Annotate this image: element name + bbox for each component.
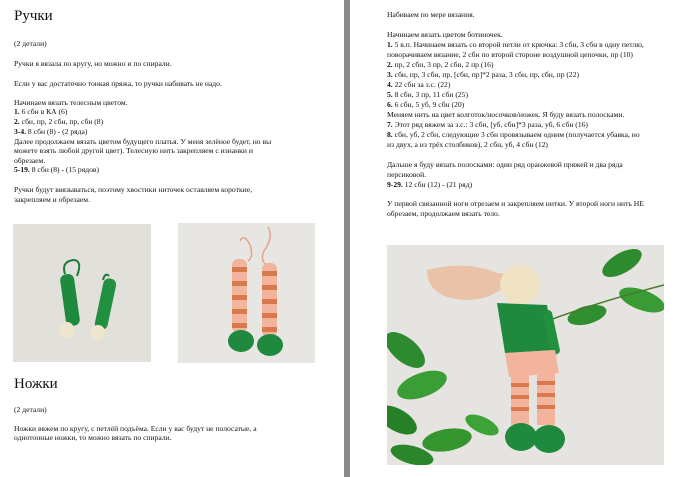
legs-heading: Ножки xyxy=(14,376,58,392)
end-note-line-2: обрезаем, продолжаем вязать тело. xyxy=(387,209,500,218)
end-note-line-1: У первой связанной ноги отрезаем и закрепляем нитки. У второй ноги нить НЕ xyxy=(387,199,644,208)
stripes-note-line-1: Дальше я буду вязать полосками: один ряд оранжевой пряжей и два ряда xyxy=(387,160,623,169)
right-page xyxy=(350,0,700,477)
arms-cont-line-2: можете взять любой другой цвет). Телесную нить закрепляем с изнанки и xyxy=(14,146,253,155)
arms-cont-line-1: Далее продолжаем вязать цветом будущего платья. У меня зелёное будет, но вы xyxy=(14,137,272,146)
boots-row-3: 3. сбн, пр, 3 сбн, пр, [сбн, пр]*2 раза, 3 сбн, пр, сбн, пр (22) xyxy=(387,70,580,79)
arms-note-line-2: закрепляем и обрезаем. xyxy=(14,195,90,204)
legs-parts: (2 детали) xyxy=(14,405,47,414)
left-page xyxy=(0,0,344,477)
arms-row-last: 5-19. 8 сбн (8) - (15 рядов) xyxy=(14,165,99,174)
boots-row-7: 7. Этот ряд вяжем за з.с.: 3 сбн, [уб, сбн]*3 раза, уб, 6 сбн (16) xyxy=(387,120,588,129)
arms-row-1: 1. 6 сбн в КА (6) xyxy=(14,107,68,116)
legs-paragraph-line-1: Ножки вяжем по кругу, с петлёй подъёма. Если у вас будут не полосатые, а xyxy=(14,424,257,433)
arms-paragraph-1: Ручки я вязала по кругу, но можно и по спирали. xyxy=(14,59,172,68)
boots-row-4: 4. 22 сбн за з.с. (22) xyxy=(387,80,451,89)
stripes-note-line-2: персиковой. xyxy=(387,170,427,179)
change-yarn-note: Меняем нить на цвет колготок/носочков/ножек. Я буду вязать полосками. xyxy=(387,110,625,119)
boots-row-2: 2. пр, 2 сбн, 3 пр, 2 сбн, 2 пр (16) xyxy=(387,60,494,69)
legs-paragraph-line-2: однотонные ножки, то можно вязать по спирали. xyxy=(14,433,172,442)
boots-row-5: 5. 8 сбн, 3 пр, 11 сбн (25) xyxy=(387,90,468,99)
arms-paragraph-2: Если у вас достаточно тонкая пряжа, то ручки набивать не надо. xyxy=(14,79,222,88)
legs-photo xyxy=(178,223,315,363)
boots-row-8a: 8. сбн, уб, 2 сбн, следующие 3 сбн провязываем одним (получается убавка, но xyxy=(387,130,640,139)
arms-intro: Начинаем вязать телесным цветом. xyxy=(14,98,128,107)
boots-row-6: 6. 6 сбн, 5 уб, 9 сбн (20) xyxy=(387,100,465,109)
boots-row-1b: поворачиваем вязание, 2 сбн по второй стороне воздушной цепочки, пр (10) xyxy=(387,50,633,59)
doll-photo xyxy=(387,245,664,465)
arms-row-3: 3-4. 8 сбн (8) - (2 ряда) xyxy=(14,127,88,136)
arms-note-line-1: Ручки будут ввязываться, поэтому хвостики ниточек оставляем короткие, xyxy=(14,185,252,194)
arms-parts: (2 детали) xyxy=(14,39,47,48)
arms-row-2: 2. сбн, пр, 2 сбн, пр, сбн (8) xyxy=(14,117,104,126)
boots-intro: Начинаем вязать цветом ботиночек. xyxy=(387,30,503,39)
boots-row-8b: из двух, а из трёх столбиков), 2 сбн, уб, 4 сбн (12) xyxy=(387,140,548,149)
stuffing-note: Набиваем по мере вязания. xyxy=(387,10,475,19)
arms-heading: Ручки xyxy=(14,8,53,24)
arms-cont-line-3: обрезаем. xyxy=(14,156,46,165)
legs-row-9-29: 9-29. 12 сбн (12) - (21 ряд) xyxy=(387,180,473,189)
boots-row-1a: 1. 5 в.п. Начинаем вязать со второй петли от крючка: 3 сбн, 3 сбн в одну петлю, xyxy=(387,40,644,49)
arms-photo-1 xyxy=(13,224,151,362)
